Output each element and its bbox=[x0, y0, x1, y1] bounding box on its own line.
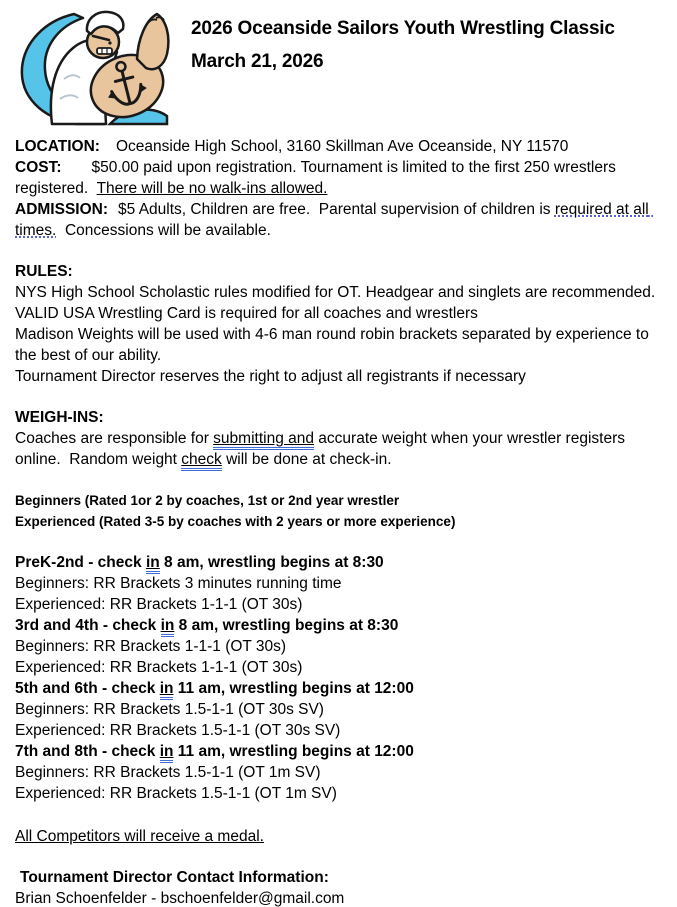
sailor-mascot-logo bbox=[14, 7, 172, 128]
cost-text: $50.00 paid upon registration. Tournament is limited to the first 250 wrestlers registered. bbox=[15, 159, 621, 197]
schedule-grammar-flag: in bbox=[146, 554, 160, 574]
schedule-grammar-flag: in bbox=[160, 743, 174, 763]
schedule-experienced-line: Experienced: RR Brackets 1-1-1 (OT 30s) bbox=[15, 596, 303, 613]
schedule-section bbox=[15, 552, 662, 804]
schedule-experienced-line: Experienced: RR Brackets 1-1-1 (OT 30s) bbox=[15, 659, 303, 676]
weighins-run: will be done at check-in. bbox=[221, 451, 392, 468]
medal-note bbox=[15, 826, 662, 847]
rules-line: NYS High School Scholastic rules modified for OT. Headgear and singlets are recommended. bbox=[15, 284, 656, 301]
weighins-text bbox=[15, 428, 662, 470]
schedule-head-run: 5th and 6th - check bbox=[15, 680, 160, 697]
schedule-heading-3rd-4th bbox=[15, 615, 662, 636]
schedule-beginners-line: Beginners: RR Brackets 1.5-1-1 (OT 1m SV) bbox=[15, 764, 321, 781]
ratings-section bbox=[15, 490, 662, 532]
contact-section bbox=[15, 867, 662, 907]
sailor-mascot-illustration bbox=[14, 7, 172, 128]
schedule-beginners-line: Beginners: RR Brackets 1.5-1-1 (OT 30s SV) bbox=[15, 701, 324, 718]
weighins-label: WEIGH-INS: bbox=[15, 409, 104, 426]
rules-line: Tournament Director reserves the right to adjust all registrants if necessary bbox=[15, 368, 526, 385]
experienced-definition: Experienced (Rated 3-5 by coaches with 2 years or more experience) bbox=[15, 514, 456, 529]
admission-grammar-flag: required at all times. bbox=[15, 201, 654, 239]
admission-label: ADMISSION: bbox=[15, 201, 108, 218]
schedule-heading-7th-8th bbox=[15, 741, 662, 762]
schedule-beginners-line: Beginners: RR Brackets 3 minutes running time bbox=[15, 575, 342, 592]
admission-line bbox=[15, 199, 662, 241]
cost-label: COST: bbox=[15, 159, 62, 176]
weighins-heading bbox=[15, 407, 662, 428]
schedule-head-run: PreK-2nd - check bbox=[15, 554, 146, 571]
weighins-grammar-flag: submitting and bbox=[213, 430, 314, 450]
schedule-heading-5th-6th bbox=[15, 678, 662, 699]
weighins-section bbox=[15, 407, 662, 470]
weighins-grammar-flag: check bbox=[181, 451, 222, 471]
mascot-gritted-teeth bbox=[97, 48, 112, 54]
admission-text: $5 Adults, Children are free. Parental supervision of children is bbox=[118, 201, 555, 218]
schedule-beginners-line: Beginners: RR Brackets 1-1-1 (OT 30s) bbox=[15, 638, 287, 655]
contact-heading: Tournament Director Contact Information: bbox=[20, 869, 329, 886]
rules-line: VALID USA Wrestling Card is required for all coaches and wrestlers bbox=[15, 305, 478, 322]
admission-text-2: Concessions will be available. bbox=[56, 222, 271, 239]
schedule-head-run: 11 am, wrestling begins at 12:00 bbox=[173, 743, 414, 760]
contact-line: Brian Schoenfelder - bschoenfelder@gmail.com bbox=[15, 890, 345, 907]
no-walkins-note: There will be no walk-ins allowed. bbox=[96, 180, 328, 197]
schedule-grammar-flag: in bbox=[161, 617, 175, 637]
page-title: 2026 Oceanside Sailors Youth Wrestling Classic bbox=[191, 18, 615, 39]
mascot-forearm-fist bbox=[137, 14, 168, 69]
schedule-head-run: 3rd and 4th - check bbox=[15, 617, 161, 634]
rules-label: RULES: bbox=[15, 263, 73, 280]
location-line bbox=[15, 136, 662, 157]
rules-line: Madison Weights will be used with 4-6 man round robin brackets separated by experience to the best of our ability. bbox=[15, 326, 654, 364]
schedule-head-run: 8 am, wrestling begins at 8:30 bbox=[174, 617, 399, 634]
weighins-run: Coaches are responsible for bbox=[15, 430, 214, 447]
rules-section bbox=[15, 261, 662, 387]
location-label: LOCATION: bbox=[15, 138, 100, 155]
info-section bbox=[15, 136, 662, 241]
location-text: Oceanside High School, 3160 Skillman Ave Oceanside, NY 11570 bbox=[115, 138, 569, 155]
flyer-body bbox=[0, 129, 677, 907]
schedule-experienced-line: Experienced: RR Brackets 1.5-1-1 (OT 30s SV) bbox=[15, 722, 341, 739]
schedule-head-run: 8 am, wrestling begins at 8:30 bbox=[159, 554, 384, 571]
cost-line bbox=[15, 157, 662, 199]
mascot-eye bbox=[108, 41, 111, 44]
schedule-experienced-line: Experienced: RR Brackets 1.5-1-1 (OT 1m SV) bbox=[15, 785, 337, 802]
medal-note-text: All Competitors will receive a medal. bbox=[15, 828, 264, 845]
schedule-head-run: 7th and 8th - check bbox=[15, 743, 160, 760]
rules-heading bbox=[15, 261, 662, 282]
schedule-grammar-flag: in bbox=[160, 680, 174, 700]
event-date: March 21, 2026 bbox=[191, 51, 324, 72]
schedule-head-run: 11 am, wrestling begins at 12:00 bbox=[173, 680, 414, 697]
schedule-heading-prek-2nd bbox=[15, 552, 662, 573]
header bbox=[0, 0, 677, 129]
beginners-definition: Beginners (Rated 1or 2 by coaches, 1st or 2nd year wrestler bbox=[15, 493, 400, 508]
weighins-run: accurate weight when your wrestler registers online. Random weight bbox=[15, 430, 630, 468]
title-block bbox=[172, 7, 615, 73]
